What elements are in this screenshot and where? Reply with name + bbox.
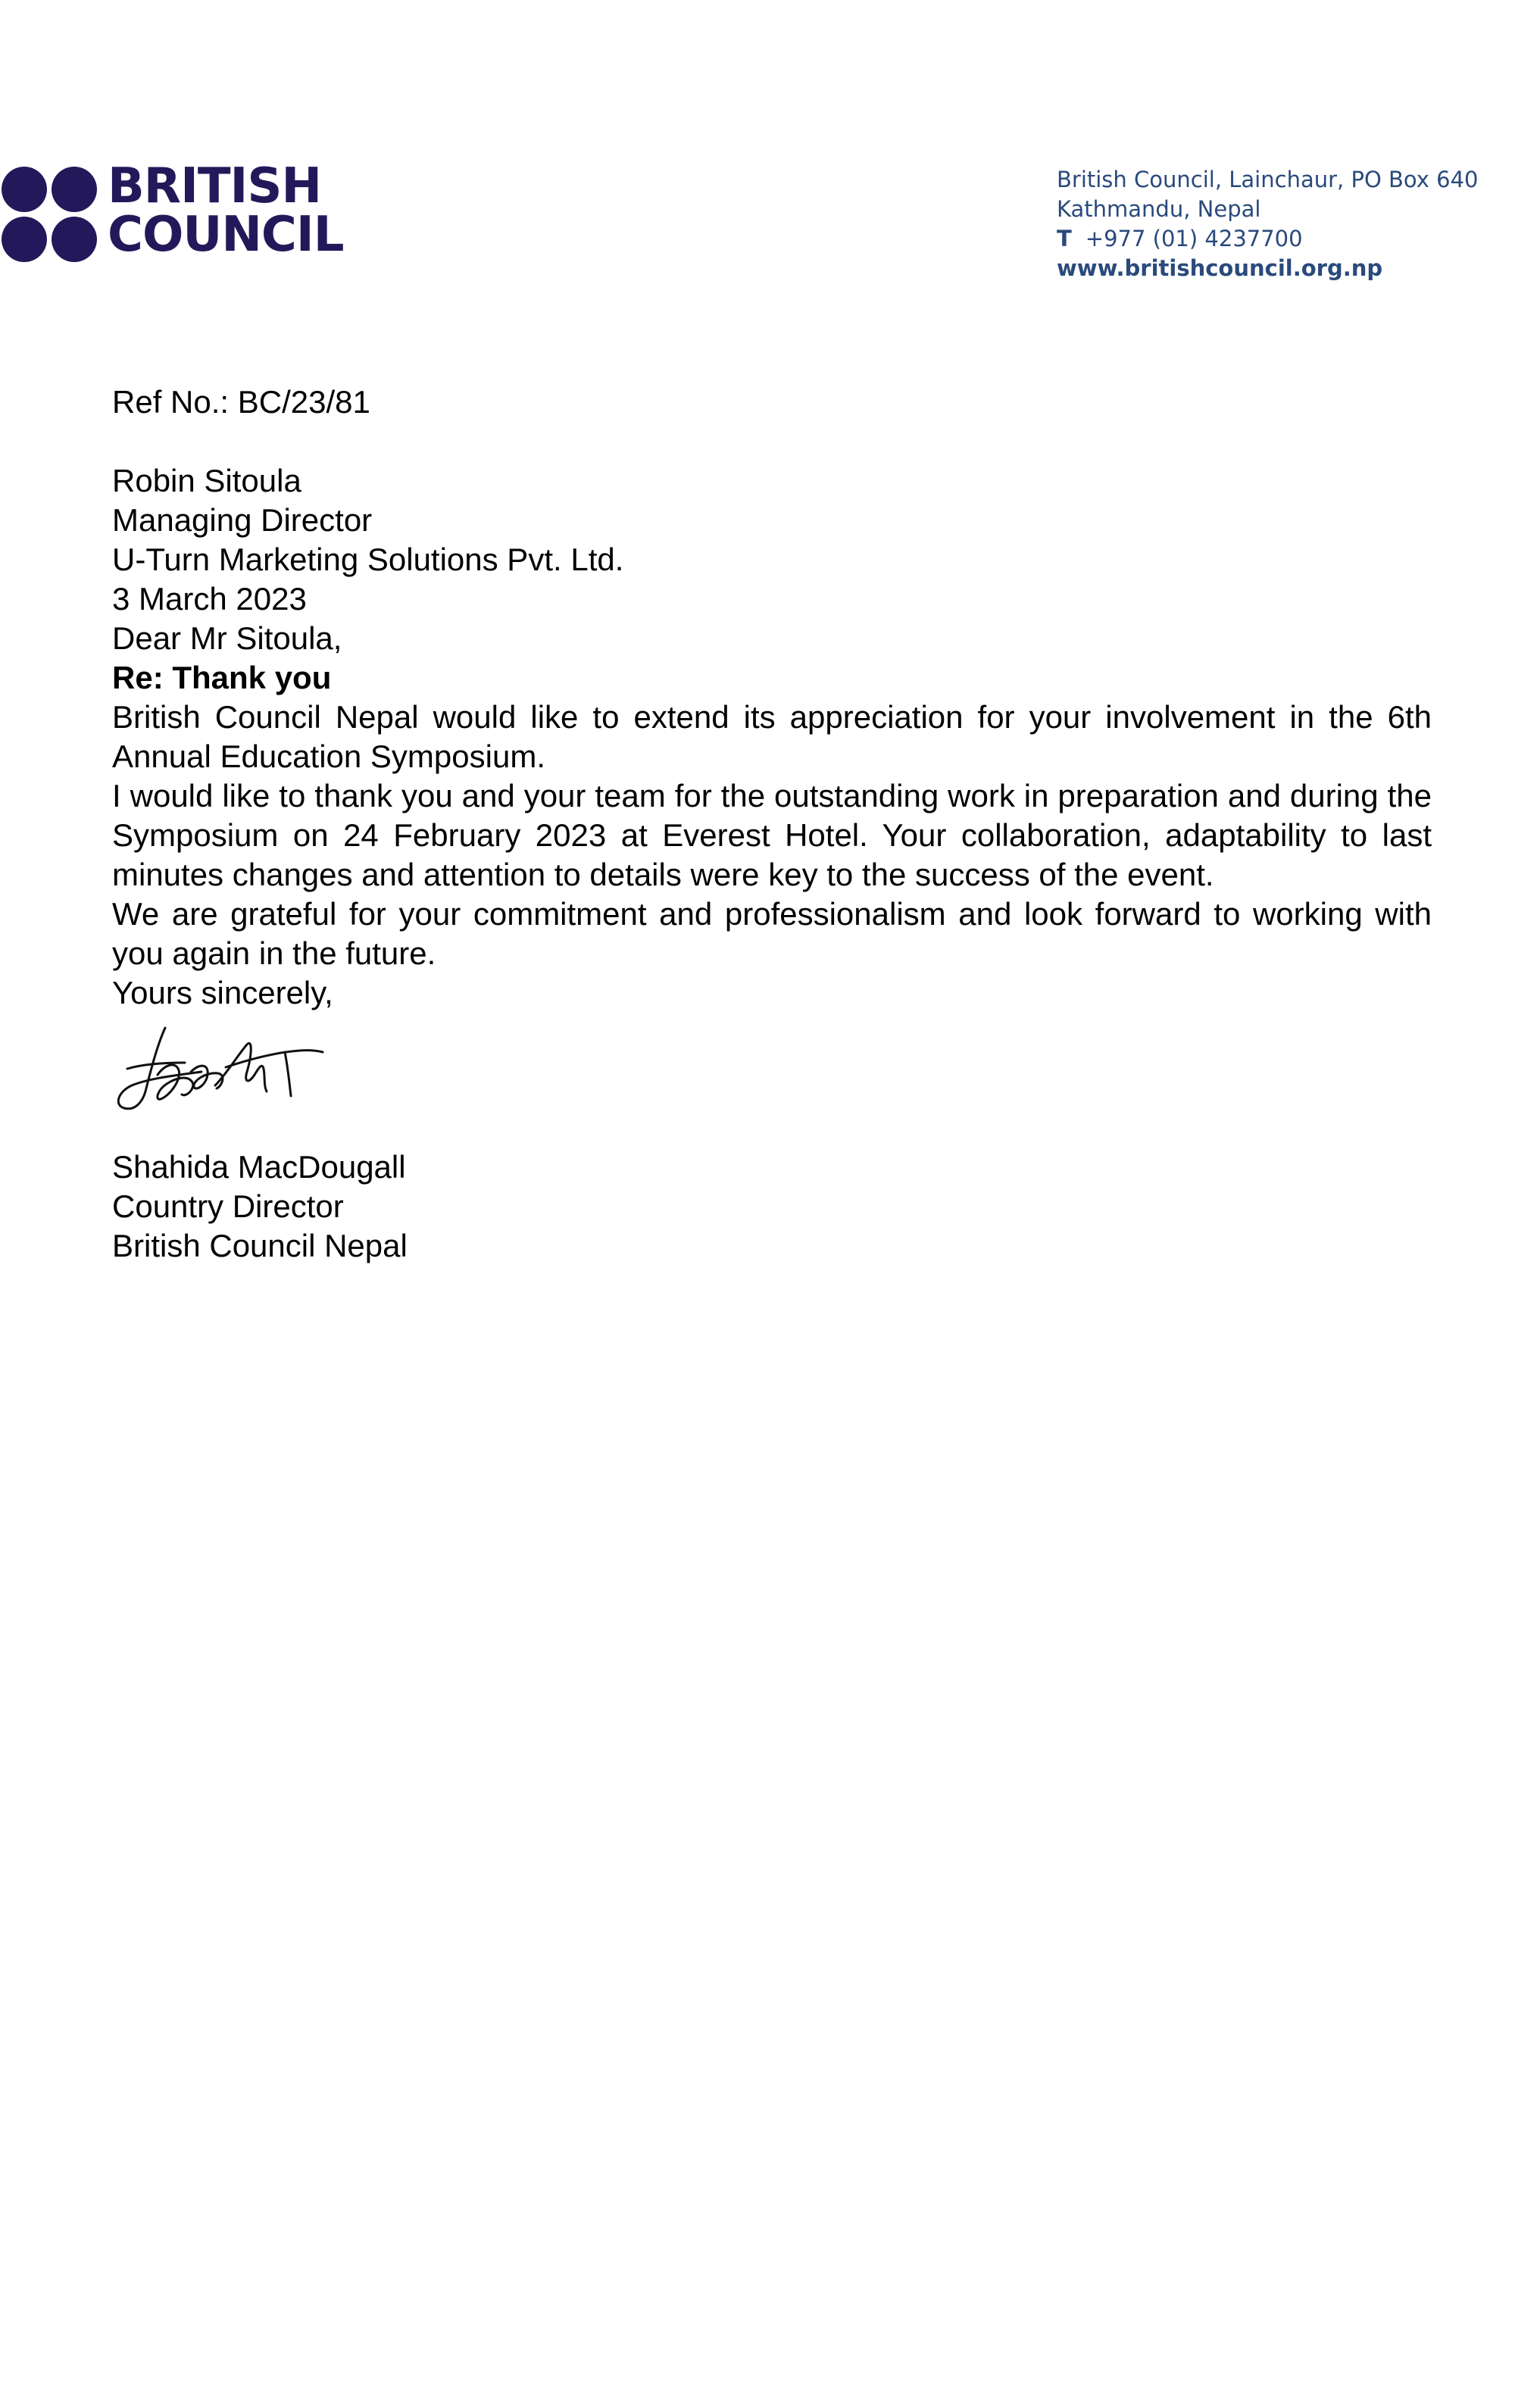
telephone-label: T [1057,226,1072,251]
reference-number: Ref No.: BC/23/81 [112,384,370,420]
logo-wordmark [108,158,344,263]
address-line-2: Kathmandu, Nepal [1057,196,1261,222]
signer-title: Country Director [112,1188,344,1224]
address-telephone [1057,224,1478,254]
sender-address [1057,165,1478,283]
body-paragraph-3: We are grateful for your commitment and professionalism and look forward to working with you again in the future. [112,896,1432,971]
letter-date: 3 March 2023 [112,581,307,617]
letter-body [112,383,1432,1266]
signer-block [112,1148,1432,1266]
logo-dots-icon [0,165,98,264]
logo-line-1: BRITISH [108,158,321,214]
salutation: Dear Mr Sitoula, [112,620,342,656]
telephone-number: +977 (01) 4237700 [1085,226,1303,251]
body-paragraph-1: British Council Nepal would like to extend its appreciation for your involvement in the 6th Annual Education Symposium. [112,699,1432,774]
website-link[interactable]: www.britishcouncil.org.np [1057,255,1383,281]
subject-line: Re: Thank you [112,660,332,695]
signer-name: Shahida MacDougall [112,1149,406,1185]
recipient-title: Managing Director [112,502,373,538]
recipient-company: U-Turn Marketing Solutions Pvt. Ltd. [112,542,624,577]
british-council-logo [0,158,356,268]
closing: Yours sincerely, [112,975,333,1010]
body-paragraph-2: I would like to thank you and your team for the outstanding work in preparation and during the Symposium on 24 February 2023 at Everest Hotel. Your collaboration, adaptability to last minutes changes and attention to details were key to the success of the event. [112,778,1432,892]
recipient-name: Robin Sitoula [112,463,301,498]
logo-line-2: COUNCIL [108,207,344,263]
signer-organization: British Council Nepal [112,1228,408,1263]
recipient-block [112,461,1432,579]
handwritten-signature [112,1022,339,1120]
address-line-1: British Council, Lainchaur, PO Box 640 [1057,167,1479,192]
